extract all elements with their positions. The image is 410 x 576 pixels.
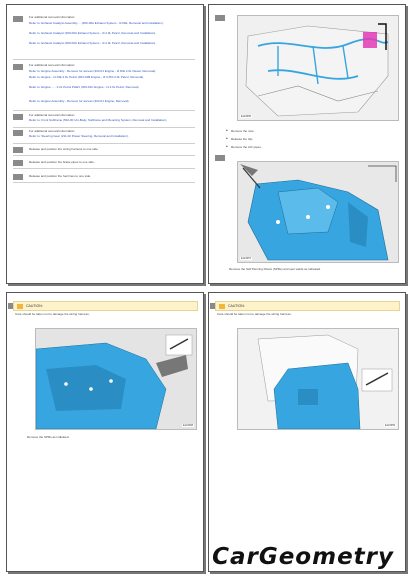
bullet-item: ■ Remove the nuts. [231,129,255,133]
caution-label: CAUTION: [228,303,245,308]
manual-page-4 [208,292,406,572]
caution-text: Care should be taken not to damage the wiring harness. [15,312,90,316]
reference-link[interactable]: Refer to: Steering Gear (211-02 Power Steering, Removal and Installation). [29,134,129,138]
inner-panel-illustration [238,329,398,429]
step-text: For additional removal information: [29,129,76,133]
figure-code: E123458 [182,424,193,427]
step-number-box [13,114,23,120]
bullet-item: ■ Release the clip. [231,137,253,141]
procedure-step [13,15,195,60]
procedure-step [13,173,195,183]
harness-illustration [238,16,398,120]
reference-link[interactable]: Refer to: Exhaust Catalyst Assembly ... (309-00A Exhaust System - I4 DIE, Removal and Installation). [29,21,164,25]
manual-page-1 [6,4,204,284]
reference-link[interactable]: Refer to: Engine - ... 2.0L Petrol PHEV (303-01C Engine - I4 2.0L Petrol, Removal). [29,85,140,89]
step-number-box [13,64,23,70]
reference-link[interactable]: Refer to: Exhaust Catalyst (309-00A Exhaust System - I4 2.0L Petrol, Removal and Installation). [29,31,157,35]
reference-link[interactable]: Refer to: Front Subframe (502-00 Uni-Body, Subframe and Mounting System, Removal and Installation). [29,118,168,122]
manual-page-3 [6,292,204,572]
figure-code: E123456 [241,115,252,118]
caution-label: CAUTION: [26,303,43,308]
step-text: For additional removal information: [29,15,76,19]
figure-harness-routing [237,15,399,121]
watermark-logo: CarGeometry [212,544,394,570]
step-text: For additional removal information: [29,113,76,117]
reference-link[interactable]: Refer to: Engine Assembly - Remove for access (303-01 Engine - I4 DIE 2.0L Diesel, Removal). [29,69,157,73]
step-number-box [13,130,23,136]
step-text: Release and position the brake pipes to one side. [29,160,95,164]
step-number-box [13,174,23,180]
procedure-step [13,63,195,111]
figure-caption: Remove the SPRs as indicated. [27,435,70,439]
step-number-box [13,160,23,166]
caution-banner [215,301,400,311]
manual-page-2 [208,4,406,284]
figure-inner-panel [237,328,399,430]
body-panel-illustration [238,162,398,262]
caution-icon [17,304,23,309]
reference-link[interactable]: Refer to: Engine - I4 DIE 2.0L Petrol (303-01B Engine - I4 GTDI 2.0L Petrol, Removal). [29,75,144,79]
step-text: Release and position the fuel lines to one side. [29,174,92,178]
step-number-box [215,155,225,161]
figure-code: E123457 [241,257,252,260]
procedure-step [13,146,195,156]
bullet-item: ■ Remove the A/C pipes. [231,145,262,149]
procedure-step [13,159,195,169]
step-number-box [215,15,225,21]
figure-body-panel [237,161,399,263]
caution-icon [219,304,225,309]
caution-banner [13,301,198,311]
caution-text: Care should be taken not to damage the wiring harness. [217,312,292,316]
step-number-box [13,147,23,153]
step-number-box [13,16,23,22]
procedure-step [13,113,195,128]
figure-rivet-removal [35,328,197,430]
figure-code: E123459 [384,424,395,427]
reference-link[interactable]: Refer to: Exhaust Catalyst (309-00A Exhaust System - I4 2.0L Petrol, Removal and Installation). [29,41,157,45]
figure-caption: Remove the Self Piercing Rivets (SPRs) and spot welds as indicated. [229,267,322,271]
step-text: For additional removal information: [29,63,76,67]
procedure-step [13,129,195,144]
reference-link[interactable]: Refer to: Engine Assembly - Remove for access (303-01 Engine, Removal). [29,99,130,103]
rivet-illustration [36,329,196,429]
step-text: Release and position the wiring harness to one side. [29,147,99,151]
